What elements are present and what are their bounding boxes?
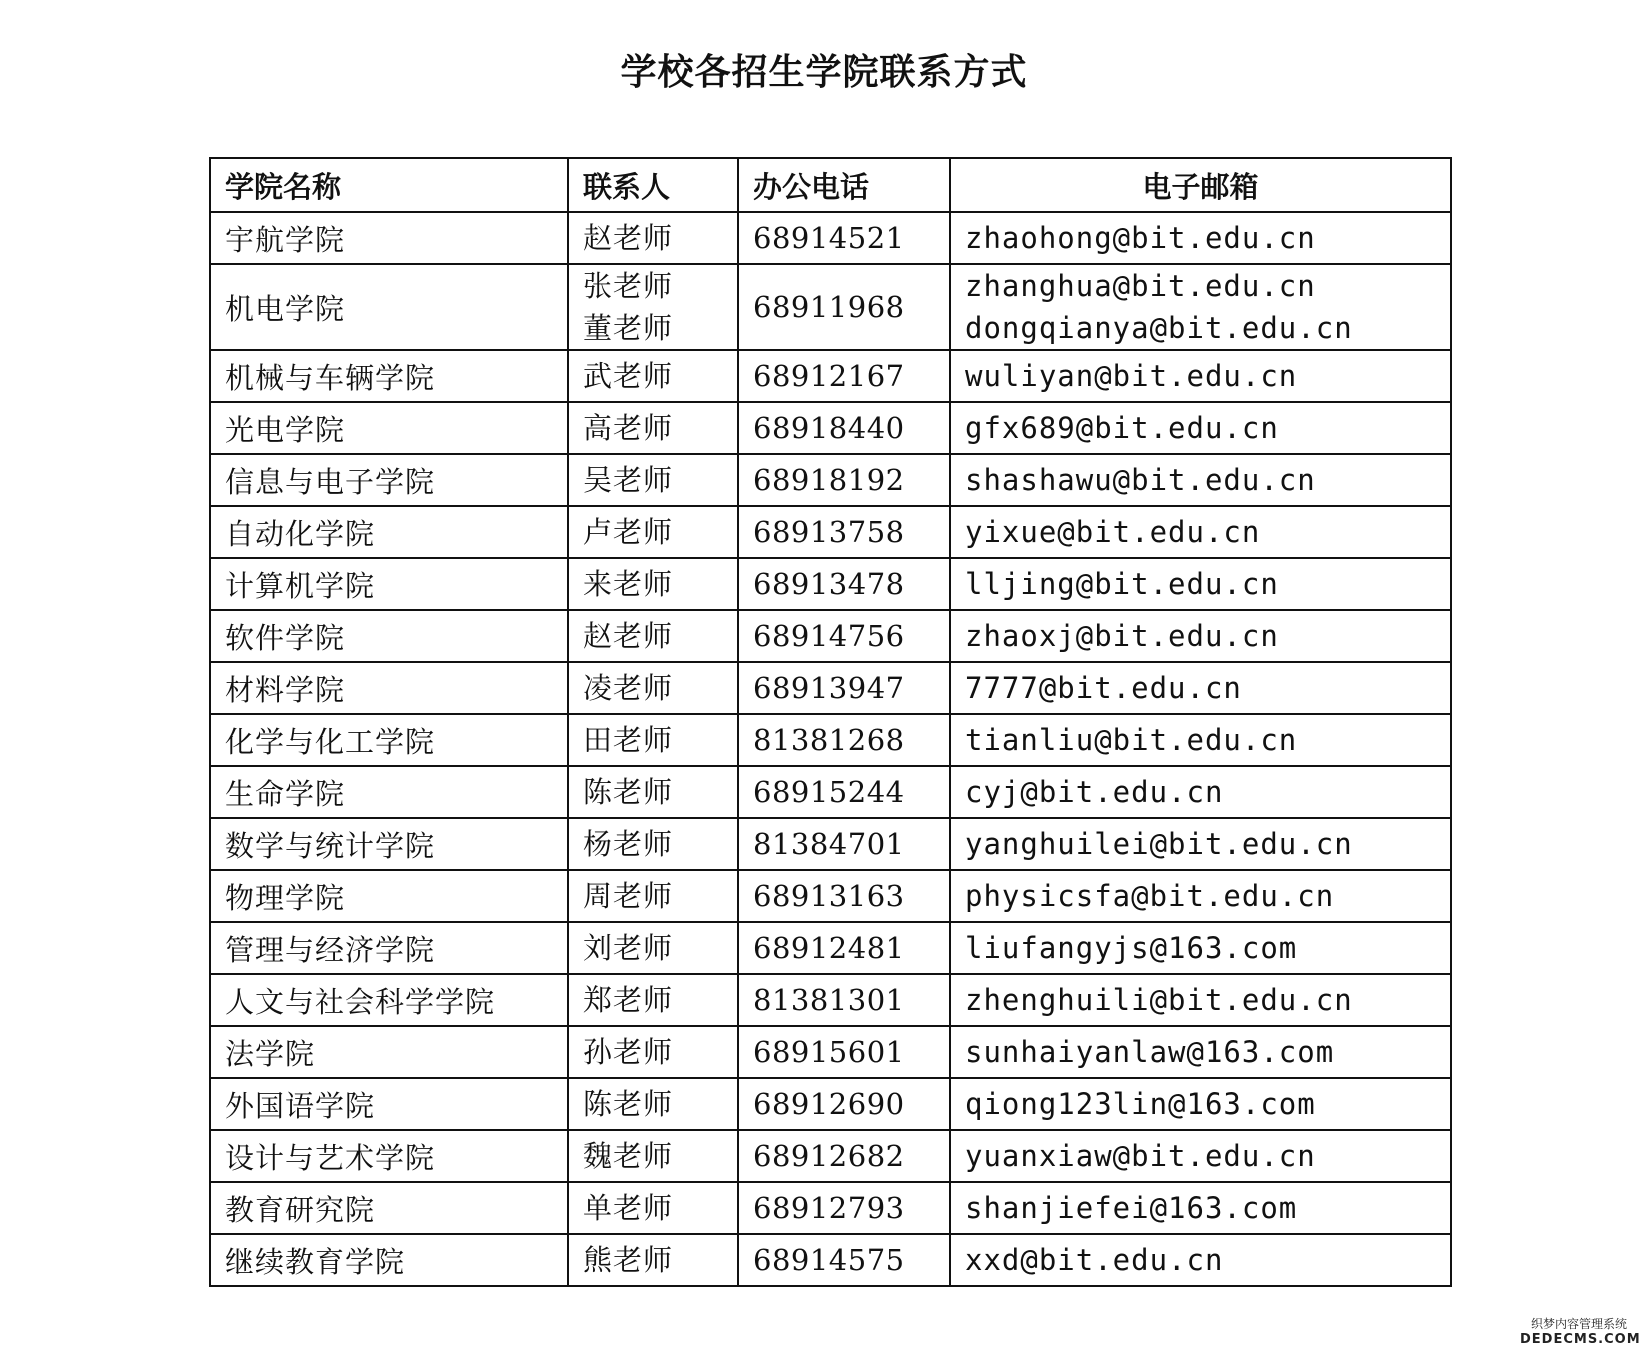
cell-phone: 68913478 — [738, 558, 950, 610]
cell-email — [950, 506, 1451, 558]
watermark-logo — [1520, 1316, 1641, 1348]
cell-contact — [568, 402, 738, 454]
table-row — [210, 922, 1451, 974]
table-row — [210, 264, 1451, 350]
contact-person: 孙老师 — [583, 1035, 674, 1069]
cell-phone: 68913163 — [738, 870, 950, 922]
email-address: shashawu@bit.edu.cn — [965, 463, 1316, 497]
table-row — [210, 1182, 1451, 1234]
contact-person: 高老师 — [583, 411, 674, 445]
cell-email — [950, 1182, 1451, 1234]
cell-email — [950, 1078, 1451, 1130]
contact-person: 赵老师 — [583, 221, 674, 255]
email-address: gfx689@bit.edu.cn — [965, 411, 1279, 445]
cell-phone: 68913758 — [738, 506, 950, 558]
cell-email — [950, 264, 1451, 350]
email-address: zhanghua@bit.edu.cn — [965, 269, 1316, 303]
cell-contact — [568, 506, 738, 558]
cell-college-name: 数学与统计学院 — [210, 818, 568, 870]
cell-phone: 68914756 — [738, 610, 950, 662]
cell-email — [950, 662, 1451, 714]
cell-phone: 81384701 — [738, 818, 950, 870]
cell-college-name: 设计与艺术学院 — [210, 1130, 568, 1182]
email-address: sunhaiyanlaw@163.com — [965, 1035, 1335, 1069]
cell-phone: 68915601 — [738, 1026, 950, 1078]
cell-college-name: 光电学院 — [210, 402, 568, 454]
email-address: lljing@bit.edu.cn — [965, 567, 1279, 601]
cell-email — [950, 350, 1451, 402]
cell-phone: 68914521 — [738, 212, 950, 264]
table-row — [210, 212, 1451, 264]
header-contact: 联系人 — [568, 158, 738, 212]
cell-email — [950, 610, 1451, 662]
contact-person: 武老师 — [583, 359, 674, 393]
cell-email — [950, 818, 1451, 870]
cell-phone: 68911968 — [738, 264, 950, 350]
cell-contact — [568, 870, 738, 922]
contact-person: 吴老师 — [583, 463, 674, 497]
table-row — [210, 1078, 1451, 1130]
cell-phone: 68912682 — [738, 1130, 950, 1182]
cell-phone: 68915244 — [738, 766, 950, 818]
contact-person: 来老师 — [583, 567, 674, 601]
table-row — [210, 558, 1451, 610]
cell-college-name: 人文与社会科学学院 — [210, 974, 568, 1026]
contact-person: 杨老师 — [583, 827, 674, 861]
contact-person: 凌老师 — [583, 671, 674, 705]
table-row — [210, 610, 1451, 662]
cell-email — [950, 974, 1451, 1026]
cell-college-name: 教育研究院 — [210, 1182, 568, 1234]
cell-contact — [568, 264, 738, 350]
cell-college-name: 外国语学院 — [210, 1078, 568, 1130]
contact-person: 陈老师 — [583, 775, 674, 809]
email-address: tianliu@bit.edu.cn — [965, 723, 1298, 757]
contacts-table — [209, 157, 1452, 1287]
table-row — [210, 1026, 1451, 1078]
contact-person: 赵老师 — [583, 619, 674, 653]
contact-person: 董老师 — [583, 311, 674, 345]
table-row — [210, 454, 1451, 506]
contact-person: 郑老师 — [583, 983, 674, 1017]
contact-person: 周老师 — [583, 879, 674, 913]
cell-contact — [568, 558, 738, 610]
table-row — [210, 714, 1451, 766]
cell-contact — [568, 1130, 738, 1182]
table-row — [210, 1130, 1451, 1182]
contact-person: 陈老师 — [583, 1087, 674, 1121]
contact-person: 刘老师 — [583, 931, 674, 965]
cell-contact — [568, 1078, 738, 1130]
cell-contact — [568, 1182, 738, 1234]
cell-college-name: 软件学院 — [210, 610, 568, 662]
cell-contact — [568, 1026, 738, 1078]
cell-college-name: 宇航学院 — [210, 212, 568, 264]
cell-contact — [568, 818, 738, 870]
email-address: yixue@bit.edu.cn — [965, 515, 1261, 549]
email-address: qiong123lin@163.com — [965, 1087, 1316, 1121]
cell-phone: 68912481 — [738, 922, 950, 974]
table-body — [210, 212, 1451, 1286]
table-row — [210, 818, 1451, 870]
cell-email — [950, 766, 1451, 818]
email-address: yanghuilei@bit.edu.cn — [965, 827, 1353, 861]
cell-phone: 68914575 — [738, 1234, 950, 1286]
table-row — [210, 662, 1451, 714]
cell-contact — [568, 974, 738, 1026]
email-address: 7777@bit.edu.cn — [965, 671, 1242, 705]
cell-college-name: 信息与电子学院 — [210, 454, 568, 506]
cell-email — [950, 454, 1451, 506]
table-row — [210, 870, 1451, 922]
email-address: yuanxiaw@bit.edu.cn — [965, 1139, 1316, 1173]
cell-college-name: 材料学院 — [210, 662, 568, 714]
cell-email — [950, 212, 1451, 264]
cell-email — [950, 1234, 1451, 1286]
cell-contact — [568, 922, 738, 974]
cell-phone: 68912690 — [738, 1078, 950, 1130]
email-address: dongqianya@bit.edu.cn — [965, 311, 1353, 345]
email-address: wuliyan@bit.edu.cn — [965, 359, 1298, 393]
cell-email — [950, 714, 1451, 766]
cell-college-name: 法学院 — [210, 1026, 568, 1078]
cell-contact — [568, 1234, 738, 1286]
cell-email — [950, 1026, 1451, 1078]
email-address: cyj@bit.edu.cn — [965, 775, 1224, 809]
contact-person: 魏老师 — [583, 1139, 674, 1173]
table-row — [210, 402, 1451, 454]
email-address: zhaoxj@bit.edu.cn — [965, 619, 1279, 653]
table-header-row — [210, 158, 1451, 212]
contact-person: 张老师 — [583, 269, 674, 303]
email-address: xxd@bit.edu.cn — [965, 1243, 1224, 1277]
cell-contact — [568, 454, 738, 506]
watermark-cn: 织梦内容管理系统 — [1530, 1317, 1627, 1331]
email-address: zhenghuili@bit.edu.cn — [965, 983, 1353, 1017]
cell-phone: 68913947 — [738, 662, 950, 714]
header-email: 电子邮箱 — [950, 158, 1451, 212]
cell-email — [950, 402, 1451, 454]
header-college-name: 学院名称 — [210, 158, 568, 212]
cell-email — [950, 1130, 1451, 1182]
email-address: shanjiefei@163.com — [965, 1191, 1298, 1225]
contact-person: 熊老师 — [583, 1243, 674, 1277]
cell-college-name: 计算机学院 — [210, 558, 568, 610]
table-row — [210, 350, 1451, 402]
cell-contact — [568, 350, 738, 402]
cell-college-name: 自动化学院 — [210, 506, 568, 558]
table-row — [210, 506, 1451, 558]
cell-phone: 68918192 — [738, 454, 950, 506]
email-address: physicsfa@bit.edu.cn — [965, 879, 1335, 913]
cell-email — [950, 922, 1451, 974]
cell-contact — [568, 766, 738, 818]
cell-contact — [568, 610, 738, 662]
cell-college-name: 管理与经济学院 — [210, 922, 568, 974]
cell-phone: 68918440 — [738, 402, 950, 454]
contact-person: 单老师 — [583, 1191, 674, 1225]
cell-college-name: 生命学院 — [210, 766, 568, 818]
email-address: zhaohong@bit.edu.cn — [965, 221, 1316, 255]
cell-phone: 81381301 — [738, 974, 950, 1026]
cell-phone: 68912793 — [738, 1182, 950, 1234]
watermark-en: DEDECMS.COM — [1520, 1332, 1641, 1347]
cell-contact — [568, 714, 738, 766]
cell-email — [950, 558, 1451, 610]
cell-phone: 81381268 — [738, 714, 950, 766]
contact-person: 卢老师 — [583, 515, 674, 549]
contact-person: 田老师 — [583, 723, 674, 757]
cell-college-name: 机电学院 — [210, 264, 568, 350]
table-row — [210, 1234, 1451, 1286]
cell-college-name: 化学与化工学院 — [210, 714, 568, 766]
cell-college-name: 机械与车辆学院 — [210, 350, 568, 402]
email-address: liufangyjs@163.com — [965, 931, 1298, 965]
page-title: 学校各招生学院联系方式 — [620, 52, 1028, 93]
cell-email — [950, 870, 1451, 922]
table-row — [210, 766, 1451, 818]
header-phone: 办公电话 — [738, 158, 950, 212]
cell-contact — [568, 662, 738, 714]
cell-phone: 68912167 — [738, 350, 950, 402]
table-row — [210, 974, 1451, 1026]
cell-college-name: 物理学院 — [210, 870, 568, 922]
cell-contact — [568, 212, 738, 264]
cell-college-name: 继续教育学院 — [210, 1234, 568, 1286]
